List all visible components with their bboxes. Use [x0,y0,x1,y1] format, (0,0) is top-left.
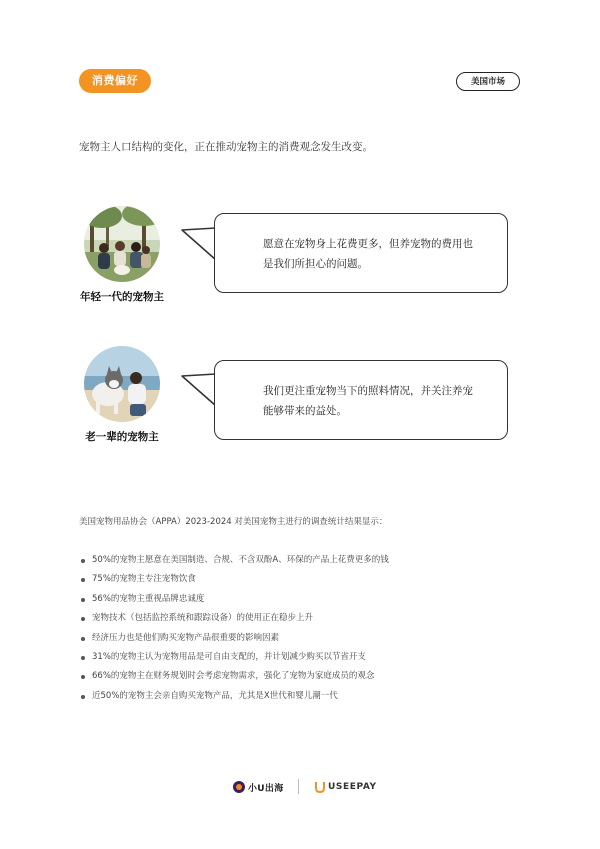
xiaou-logo-icon [233,781,245,793]
bullet-dot-icon [81,637,85,641]
useepay-logo-text: USEEPAY [328,782,377,792]
bullet-dot-icon [81,617,85,621]
list-item-text: 31%的宠物主认为宠物用品是可自由支配的，并计划减少购买以节省开支 [92,651,366,662]
list-item [79,609,519,628]
xiaou-logo-text: 小U出海 [248,783,284,794]
persona-elder-photo [84,346,160,422]
persona-elder-label: 老一辈的宠物主 [85,431,159,443]
bullet-dot-icon [81,656,85,660]
list-item [79,687,519,706]
bubble-tail [180,222,216,268]
list-item [79,551,519,570]
list-item [79,570,519,589]
useepay-logo [315,780,377,794]
persona-elder-quote-bubble [214,360,508,440]
bubble-tail [180,368,216,414]
persona-young-label: 年轻一代的宠物主 [80,291,164,303]
list-item-text: 经济压力也是他们购买宠物产品很重要的影响因素 [92,632,280,643]
list-item-text: 66%的宠物主在财务规划时会考虑宠物需求，强化了宠物为家庭成员的观念 [92,671,375,682]
intro-text: 宠物主人口结构的变化，正在推动宠物主的消费观念发生改变。 [79,141,373,153]
bullet-dot-icon [81,695,85,699]
survey-intro: 美国宠物用品协会（APPA）2023-2024 对美国宠物主进行的调查统计结果显示： [79,517,388,527]
market-tag: 美国市场 [456,72,520,91]
list-item [79,648,519,667]
list-item-text: 宠物技术（包括监控系统和跟踪设备）的使用正在稳步上升 [92,613,314,624]
persona-young-photo [84,206,160,282]
survey-bullet-list [79,551,519,706]
list-item [79,590,519,609]
useepay-logo-icon [315,781,325,793]
footer-divider [298,779,299,794]
list-item-text: 56%的宠物主重视品牌忠诚度 [92,593,205,604]
bullet-dot-icon [81,578,85,582]
list-item [79,629,519,648]
bullet-dot-icon [81,598,85,602]
persona-young-quote: 愿意在宠物身上花费更多，但养宠物的费用也是我们所担心的问题。 [263,238,473,270]
xiaou-logo [233,780,284,794]
bullet-dot-icon [81,559,85,563]
list-item-text: 近50%的宠物主会亲自购买宠物产品，尤其是X世代和婴儿潮一代 [92,690,338,701]
footer [0,778,600,796]
list-item-text: 75%的宠物主专注宠物饮食 [92,574,196,585]
list-item-text: 50%的宠物主愿意在美国制造、合规、不含双酚A、环保的产品上花费更多的钱 [92,555,389,565]
persona-young-quote-bubble [214,213,508,293]
persona-elder-quote: 我们更注重宠物当下的照料情况，并关注养宠能够带来的益处。 [263,385,473,417]
section-badge: 消费偏好 [79,69,151,93]
bullet-dot-icon [81,675,85,679]
list-item [79,667,519,686]
